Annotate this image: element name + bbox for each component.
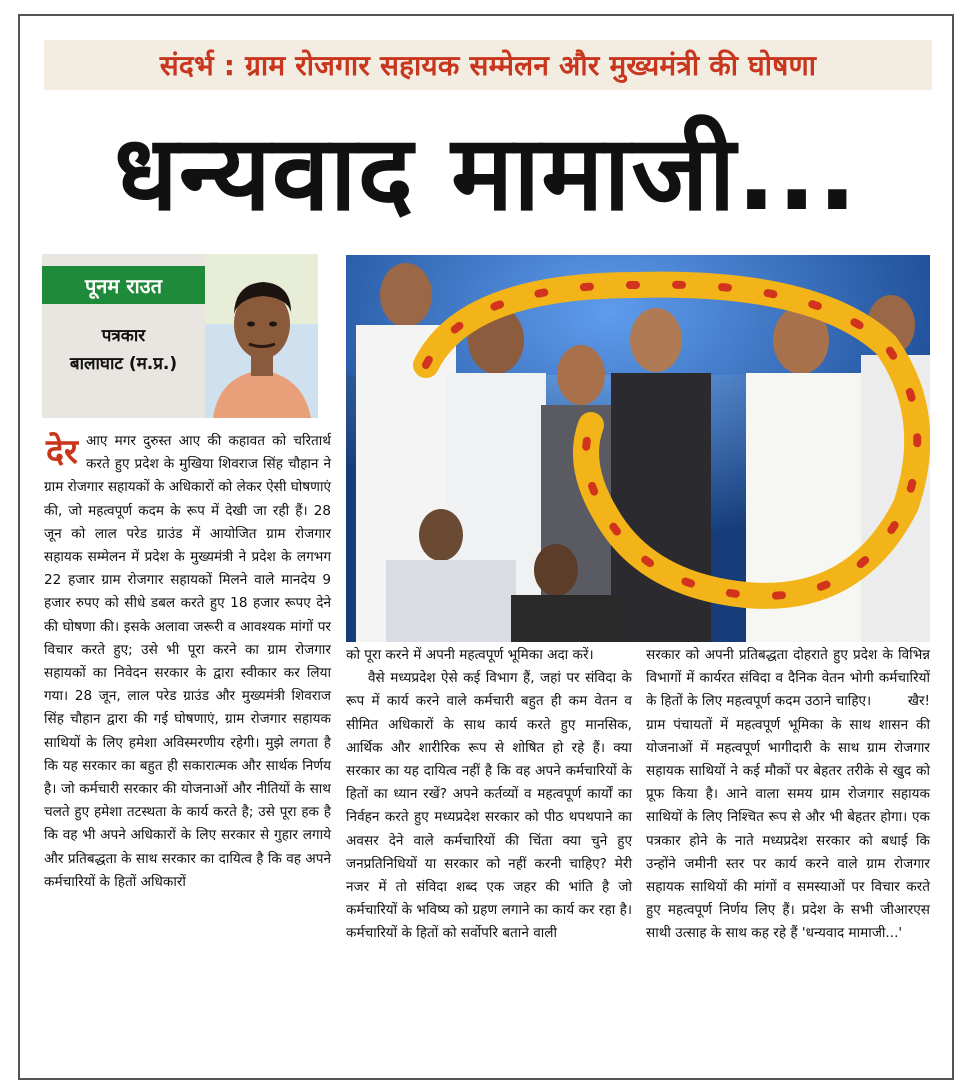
article-dropcap: देर: [46, 432, 78, 472]
article-col2-p2: वैसे मध्यप्रदेश ऐसे कई विभाग हैं, जहां पर संविदा के रूप में कार्य करने वाले कर्मचारी बहुत ही कम वेतन व सीमित अधिकारों के साथ कार्य करते हुए मानसिक, आर्थिक और शारीरिक रूप से शोषित हो रहे हैं। क्या सरकार का यह दायित्व नहीं है कि वह अपने कर्मचारियों के हितों का ध्यान रखें? अपने कर्तव्यों व महत्वपूर्ण कार्यों का निर्वहन करते हुए मध्यप्रदेश सरकार को पीठ थपथपाने का अवसर देने वाले कर्मचारियों की चिंता क्या चुने हुए जनप्रतिनिधियों या सरकार को नहीं करनी चाहिए? मेरी नजर में तो संविदा शब्द एक जहर की भांति है जो कर्मचारियों के भविष्य को ग्रहण लगाने का कार्य कर रहा है। कर्मचारियों के हितों को सर्वोपरि बताने वाली: [346, 670, 632, 942]
article-col3-kher: खैर!: [907, 693, 930, 710]
author-role: पत्रकार: [101, 326, 146, 346]
event-photo: [346, 255, 930, 642]
article-col2-p1: को पूरा करने में अपनी महत्वपूर्ण भूमिका अदा करें।: [346, 647, 594, 663]
author-role-block: [42, 322, 205, 378]
author-portrait-image: [205, 254, 318, 418]
article-column-3: [646, 644, 930, 946]
context-banner: [44, 40, 932, 90]
article-col1-text: आए मगर दुरुस्त आए की कहावत को चरितार्थ करते हुए प्रदेश के मुखिया शिवराज सिंह चौहान ने ग्राम रोजगार सहायकों के अधिकारों को लेकर ऐसी घोषणाएं की, जो महत्वपूर्ण कदम के रूप में देखी जा रही हैं। 28 जून को लाल परेड ग्राउंड में आयोजित ग्राम रोजगार सहायक सम्मेलन में प्रदेश के मुख्यमंत्री ने प्रदेश के लगभग 22 हजार ग्राम रोजगार सहायकों मिलने वाले मानदेय 9 हजार रुपए को सीधे डबल करते हुए 18 हजार रूपए देने की घोषणा की। इसके अलावा जरूरी व आवश्यक मांगों पर विचार करते हुए; उसे भी पूरा करने का ग्राम रोजगार सहायकों का निवेदन सरकार के द्वारा स्वीकार कर लिया गया। 28 जून, लाल परेड ग्राउंड और मुख्यमंत्री शिवराज सिंह चौहान द्वारा की गई घोषणाएं, ग्राम रोजगार सहायक साथियों के लिए हमेशा अविस्मरणीय रहेगी। मुझे लगता है कि यह सरकार का बहुत ही सकारात्मक और सार्थक निर्णय है। जो कर्मचारी सरकार की योजनाओं और नीतियों के साथ चलते हुए हमेशा तटस्थता के कार्य करते है; उसे पूरा हक है कि वह भी अपने अधिकारों के लिए सरकार से गुहार लगाये और प्रतिबद्धता के साथ सरकार का दायित्व है कि वह अपने कर्मचारियों के हितों अधिकारों: [44, 433, 331, 890]
author-location: बालाघाट (म.प्र.): [69, 354, 178, 374]
headline-text: धन्यवाद मामाजी...: [113, 112, 859, 234]
event-photo-image: [346, 255, 930, 642]
article-col3-p2: ग्राम पंचायतों में महत्वपूर्ण भूमिका के साथ शासन की योजनाओं में महत्वपूर्ण भागीदारी के साथ ग्राम रोजगार सहायक साथियों ने कई मौकों पर बेहतर तरीके से खुद को प्रूफ किया है। आने वाला समय ग्राम रोजगार सहायक साथियों के लिए निश्चित रूप से और भी बेहतर होगा। एक पत्रकार होने के नाते मध्यप्रदेश सरकार को बधाई कि उन्होंने जमीनी स्तर पर कार्य करने वाले ग्राम रोजगार सहायक साथियों की मांगों व समस्याओं पर विचार करते हुए महत्वपूर्ण निर्णय लिए हैं। प्रदेश के सभी जीआरएस साथी उत्साह के साथ कह रहे हैं 'धन्यवाद मामाजी...': [646, 716, 930, 942]
article-col3-p1: सरकार को अपनी प्रतिबद्धता दोहराते हुए प्रदेश के विभिन्न विभागों में कार्यरत संविदा व दैनिक वेतन भोगी कर्मचारियों के हितों के लिए महत्वपूर्ण कदम उठाने चाहिए।: [646, 647, 930, 710]
headline: [40, 98, 932, 248]
article-column-1: [44, 430, 331, 894]
author-portrait: [205, 254, 318, 418]
article-column-2: [346, 644, 632, 946]
author-name: पूनम राउत: [42, 266, 205, 304]
context-text: संदर्भ : ग्राम रोजगार सहायक सम्मेलन और मुख्यमंत्री की घोषणा: [159, 49, 817, 82]
